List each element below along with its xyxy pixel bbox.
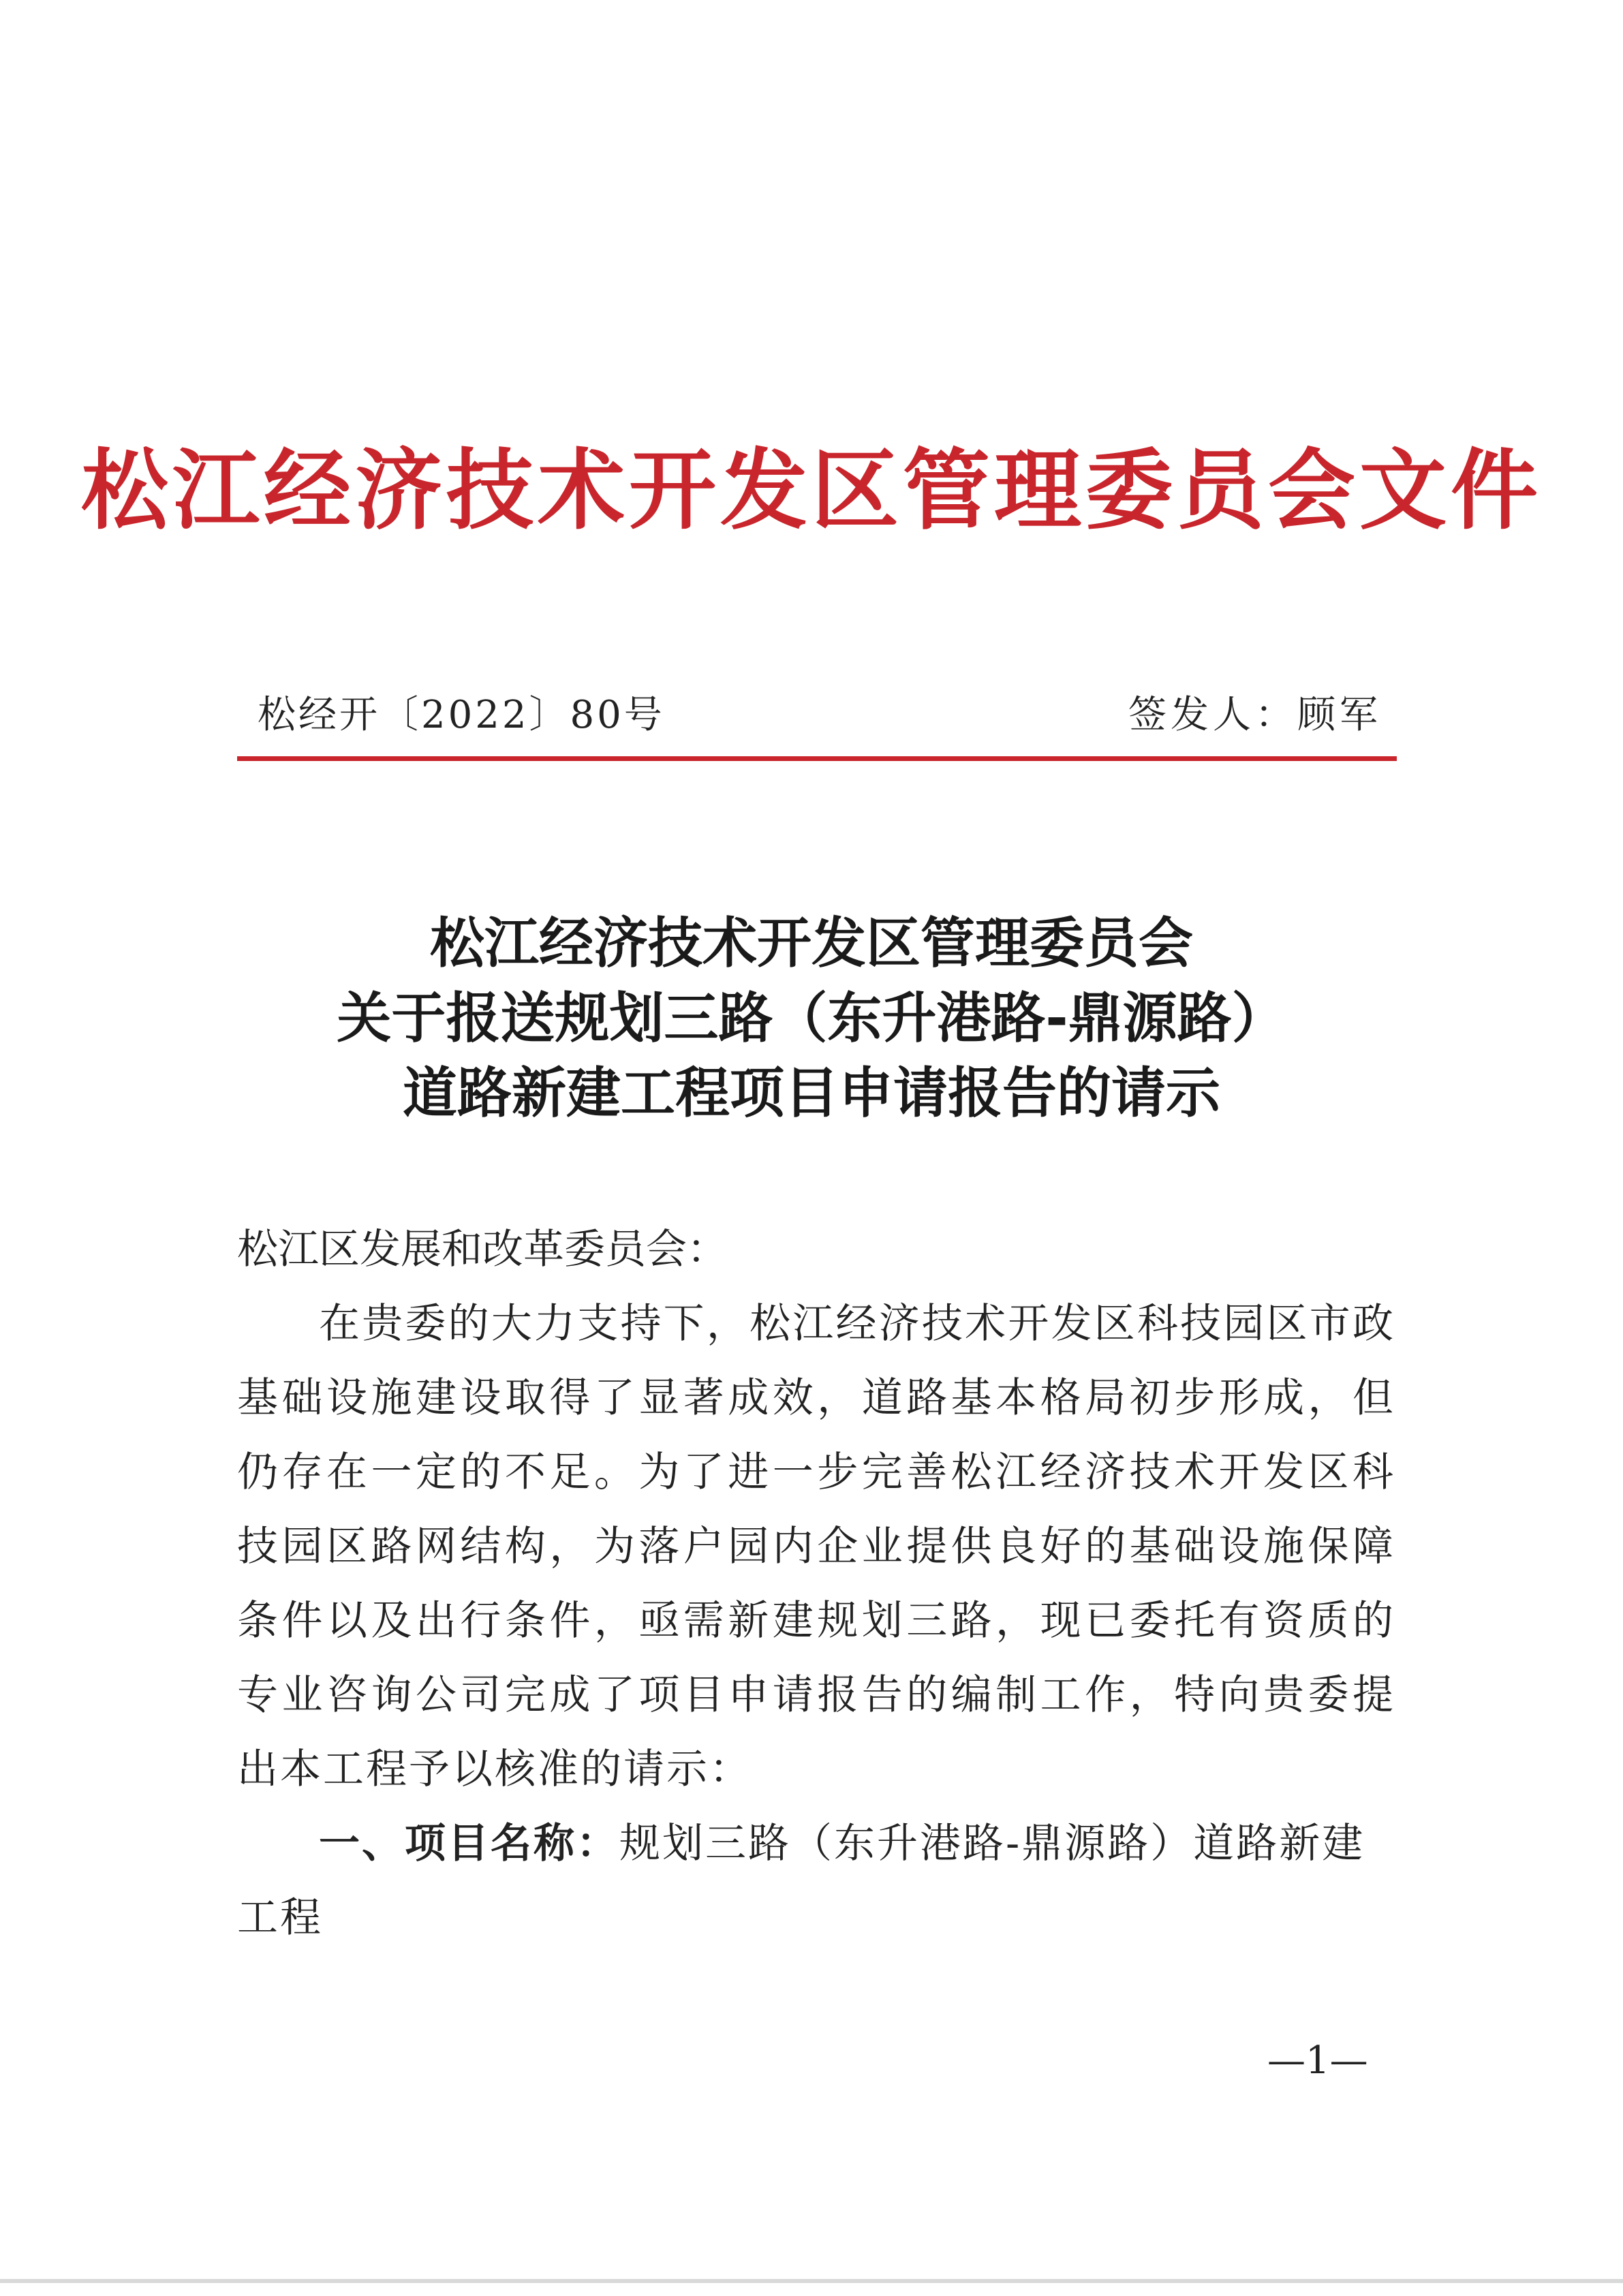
document-body: [237, 1213, 1395, 1955]
signer: 签发人：顾军: [1128, 693, 1382, 737]
page-number: —1—: [1267, 2038, 1368, 2083]
title-line-2: 关于报送规划三路（东升港路-鼎源路）: [337, 987, 1286, 1050]
red-divider: [237, 756, 1397, 761]
salutation: 松江区发展和改革委员会：: [237, 1226, 728, 1273]
title-line-1: 松江经济技术开发区管理委员会: [430, 912, 1193, 975]
masthead-title: 松江经济技术开发区管理委员会文件: [80, 439, 1542, 542]
document-title: [0, 906, 1623, 1131]
document-header-line: [237, 688, 1395, 743]
item-text: 规划三路（东升港路-鼎源路）道路新建工程: [237, 1820, 1365, 1942]
body-paragraph: 在贵委的大力支持下，松江经济技术开发区科技园区市政基础设施建设取得了显著成效，道路基本格局初步形成，但仍存在一定的不足。为了进一步完善松江经济技术开发区科技园区路网结构，为落户园内企业提供良好的基础设施保障条件以及出行条件，亟需新建规划三路，现已委托有资质的专业咨询公司完成了项目申请报告的编制工作，特向贵委提出本工程予以核准的请示：: [237, 1300, 1395, 1793]
title-line-3: 道路新建工程项目申请报告的请示: [403, 1061, 1220, 1125]
item-project-name: [237, 1807, 1395, 1955]
item-label: 一、项目名称：: [319, 1820, 619, 1867]
scan-edge-line: [0, 2279, 1623, 2283]
document-number: 松经开〔2022〕80号: [258, 693, 665, 737]
